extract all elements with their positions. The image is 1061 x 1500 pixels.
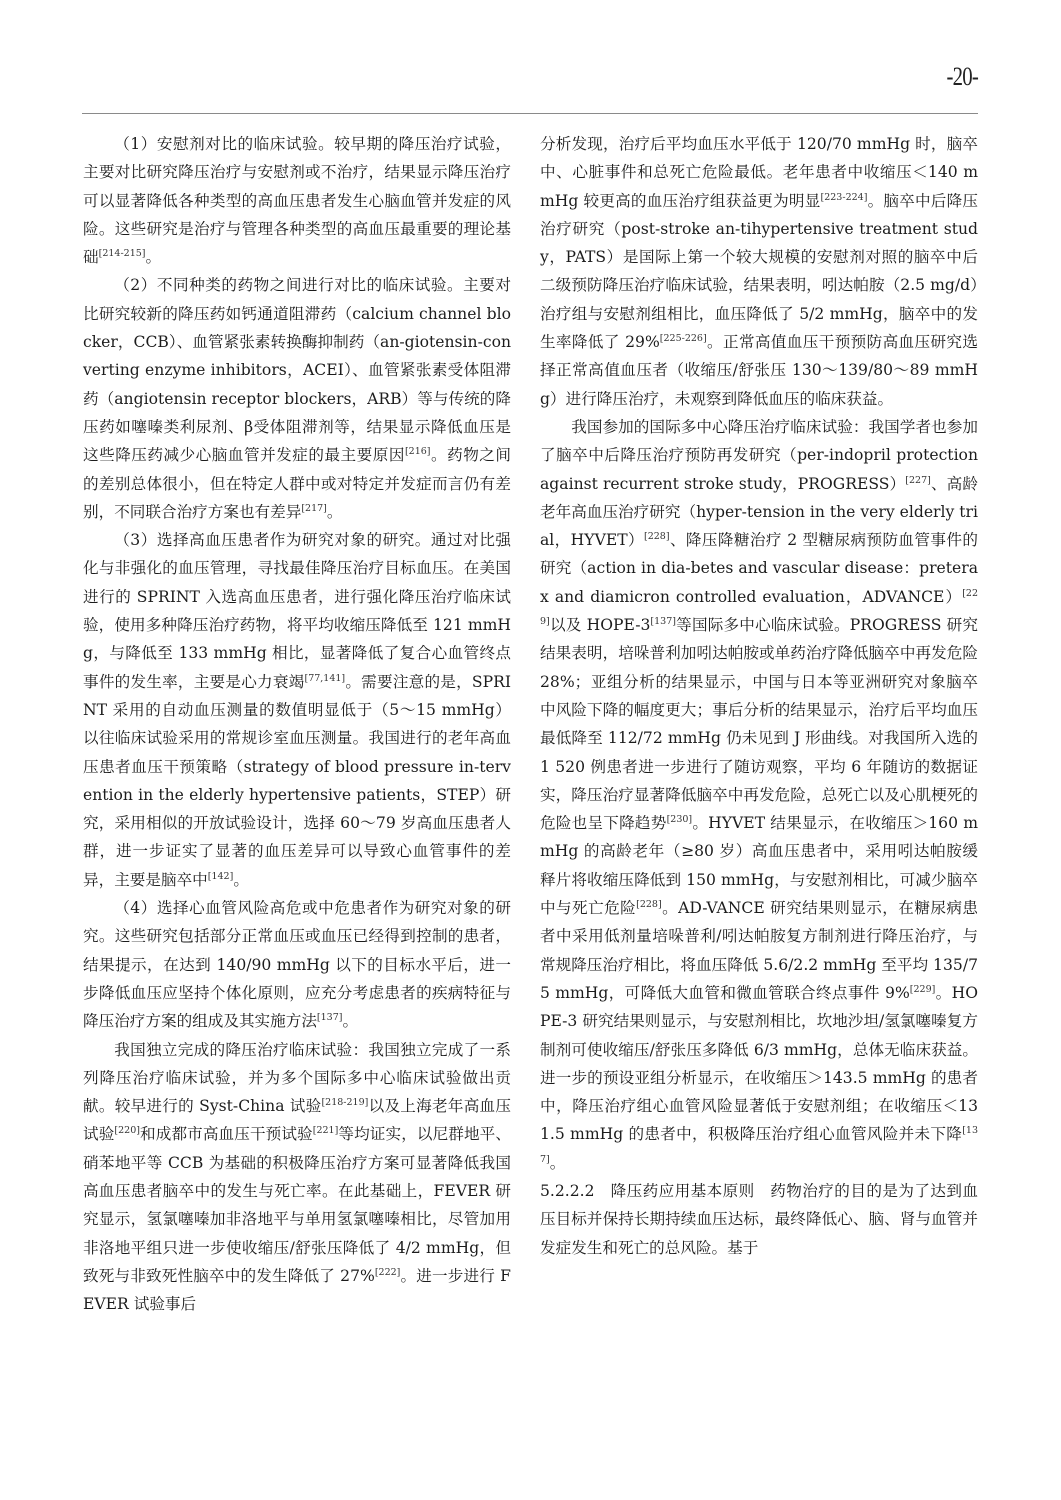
paragraph: [83, 130, 511, 271]
body-text: 、高龄老年高血压治疗研究（hyper-tension in the very elderly trial，HYVET）: [540, 474, 978, 550]
citation-reference: [229]: [540, 587, 978, 628]
page-number: -20-: [946, 62, 978, 91]
paragraph: [540, 1177, 978, 1262]
citation-reference: [218-219]: [321, 1097, 369, 1109]
citation-reference: [214-215]: [98, 248, 146, 260]
citation-reference: [227]: [905, 474, 931, 486]
body-text: 。HOPE-3 研究结果则显示，与安慰剂相比，坎地沙坦/氢氯噻嗪复方制剂可使收缩压/舒张压多降低 6/3 mmHg，总体无临床获益。进一步的预设亚组分析显示，在收缩压＞143.5 mmHg 的患者中，降压治疗组心血管风险显著低于安慰剂组；在收缩压＜131.5 mmHg 的患者中，积极降压治疗组心血管风险并未下降: [540, 983, 978, 1144]
paragraph: [83, 271, 511, 526]
citation-reference: [221]: [312, 1125, 339, 1137]
body-text: 。正常高值血压干预预防高血压研究选择正常高值血压者（收缩压/舒张压 130～139/80～89 mmHg）进行降压治疗，未观察到降低血压的临床获益。: [540, 333, 978, 408]
citation-reference: [230]: [666, 814, 693, 826]
citation-reference: [217]: [301, 502, 327, 514]
body-text: 和成都市高血压干预试验: [139, 1125, 313, 1144]
citation-reference: [142]: [207, 870, 234, 882]
paragraph: [540, 413, 978, 1177]
body-text: （1）安慰剂对比的临床试验。较早期的降压治疗试验，主要对比研究降压治疗与安慰剂或不治疗，结果显示降压治疗可以显著降低各种类型的高血压患者发生心脑血管并发症的风险。这些研究是治疗与管理各种类型的高血压最重要的理论基础: [83, 135, 511, 267]
body-text: 。: [342, 1012, 359, 1031]
body-text: 。AD-VANCE 研究结果则显示，在糖尿病患者中采用低剂量培哚普利/吲达帕胺复方制剂进行降压治疗，与常规降压治疗相比，将血压降低 5.6/2.2 mmHg 至平均 135/75 mmHg，可降低大血管和微血管联合终点事件 9%: [540, 899, 978, 1002]
citation-reference: [220]: [114, 1125, 140, 1137]
citation-reference: [225-226]: [659, 333, 707, 345]
citation-reference: [137]: [540, 1125, 978, 1165]
body-text: 。: [145, 248, 162, 267]
citation-reference: [137]: [316, 1012, 343, 1024]
citation-reference: [77,141]: [304, 672, 346, 684]
paragraph: [540, 130, 978, 413]
body-text: 、降压降糖治疗 2 型糖尿病预防血管事件的研究（action in dia-betes and vascular disease：preterax and diamicron controlled evaluation，ADVANCE）: [540, 531, 978, 606]
body-text: （3）选择高血压患者作为研究对象的研究。通过对比强化与非强化的血压管理，寻找最佳降压治疗目标血压。在美国进行的 SPRINT 入选高血压患者，进行强化降压治疗临床试验，使用多种降压治疗药物，将平均收缩压降低至 121 mmHg，与降低至 133 mmHg 相比，显著降低了复合心血管终点事件的发生率，主要是心力衰竭: [83, 531, 511, 691]
section-heading: 降压药应用基本原则: [610, 1181, 755, 1200]
paragraph: [83, 894, 511, 1035]
body-text: 我国参加的国际多中心降压治疗临床试验：我国学者也参加了脑卒中后降压治疗预防再发研究（per-indopril protection against recurrent stroke study，PROGRESS）: [540, 417, 978, 493]
body-text: 。: [549, 1153, 566, 1172]
body-text: 以及 HOPE-3: [549, 616, 651, 635]
paragraph: [83, 1036, 511, 1319]
body-text: 。药物之间的差别总体很小，但在特定人群中或对特定并发症而言仍有差别，不同联合治疗方案也有差异: [83, 446, 511, 521]
body-text: 。需要注意的是，SPRINT 采用的自动血压测量的数值明显低于（5～15 mmHg）以往临床试验采用的常规诊室血压测量。我国进行的老年高血压患者血压干预策略（strategy of blood pressure in-tervention in the elderly hypertensive patients，STEP）研究，采用相似的开放试验设计，选择 60～79 岁高血压患者人群，进一步证实了显著的血压差异可以导致心血管事件的差异，主要是脑卒中: [83, 672, 511, 889]
left-column: [83, 130, 511, 1318]
body-text: 。进一步进行 FEVER 试验事后: [83, 1266, 511, 1314]
body-text: 。脑卒中后降压治疗研究（post-stroke an-tihypertensive treatment study，PATS）是国际上第一个较大规模的安慰剂对照的脑卒中后二级预防降压治疗临床试验，结果表明，吲达帕胺（2.5 mg/d）治疗组与安慰剂组相比，血压降低了 5/2 mmHg，脑卒中的发生率降低了 29%: [540, 191, 978, 352]
body-text: 我国独立完成的降压治疗临床试验：我国独立完成了一系列降压治疗临床试验，并为多个国际多中心临床试验做出贡献。较早进行的 Syst-China 试验: [83, 1040, 511, 1116]
citation-reference: [228]: [644, 531, 670, 543]
body-text: 。: [326, 502, 343, 521]
body-text: 。HYVET 结果显示，在收缩压＞160 mmHg 的高龄老年（≥80 岁）高血压患者中，采用吲达帕胺缓释片将收缩压降低到 150 mmHg，与安慰剂相比，可减少脑卒中与死亡危险: [540, 814, 978, 918]
section-number: 5.2.2.2: [540, 1181, 595, 1200]
citation-reference: [229]: [909, 983, 936, 995]
body-text: 。: [233, 870, 249, 889]
citation-reference: [216]: [404, 446, 431, 458]
citation-reference: [137]: [650, 616, 676, 628]
body-text: 等均证实，以尼群地平、硝苯地平等 CCB 为基础的积极降压治疗方案可显著降低我国高血压患者脑卒中的发生与死亡率。在此基础上，FEVER 研究显示，氢氯噻嗪加非洛地平与单用氢氯噻嗪相比，尽管加用非洛地平组只进一步使收缩压/舒张压降低了 4/2 mmHg，但致死与非致死性脑卒中的发生降低了 27%: [83, 1125, 511, 1285]
body-text: 等国际多中心临床试验。PROGRESS 研究结果表明，培哚普利加吲达帕胺或单药治疗降低脑卒中再发危险 28%；亚组分析的结果显示，中国与日本等亚洲研究对象脑卒中风险下降的幅度更大；事后分析的结果显示，治疗后平均血压最低降至 112/72 mmHg 仍未见到 J 形曲线。对我国所入选的 1 520 例患者进一步进行了随访观察，平均 6 年随访的数据证实，降压治疗显著降低脑卒中再发危险，总死亡以及心肌梗死的危险也呈下降趋势: [540, 616, 978, 833]
citation-reference: [223-224]: [820, 191, 868, 203]
body-text: （4）选择心血管风险高危或中危患者作为研究对象的研究。这些研究包括部分正常血压或血压已经得到控制的患者，结果提示，在达到 140/90 mmHg 以下的目标水平后，进一步降低血压应坚持个体化原则，应充分考虑患者的疾病特征与降压治疗方案的组成及其实施方法: [83, 899, 511, 1031]
header-divider: [82, 113, 978, 114]
body-text: 以及上海老年高血压试验: [83, 1097, 511, 1144]
paragraph: [83, 526, 511, 894]
citation-reference: [222]: [374, 1266, 401, 1278]
body-text: 分析发现，治疗后平均血压水平低于 120/70 mmHg 时，脑卒中、心脏事件和总死亡危险最低。老年患者中收缩压＜140 mmHg 较更高的血压治疗组获益更为明显: [540, 135, 978, 210]
right-column: [540, 130, 978, 1262]
citation-reference: [228]: [636, 899, 662, 911]
body-text: 药物治疗的目的是为了达到血压目标并保持长期持续血压达标，最终降低心、脑、肾与血管并发症发生和死亡的总风险。基于: [540, 1181, 978, 1257]
body-text: （2）不同种类的药物之间进行对比的临床试验。主要对比研究较新的降压药如钙通道阻滞药（calcium channel blocker，CCB）、血管紧张素转换酶抑制药（an-giotensin-converting enzyme inhibitors，ACEI）、血管紧张素受体阻滞药（angiotensin receptor blockers，ARB）等与传统的降压药如噻嗪类利尿剂、β受体阻滞剂等，结果显示降低血压是这些降压药减少心脑血管并发症的最主要原因: [83, 276, 511, 465]
